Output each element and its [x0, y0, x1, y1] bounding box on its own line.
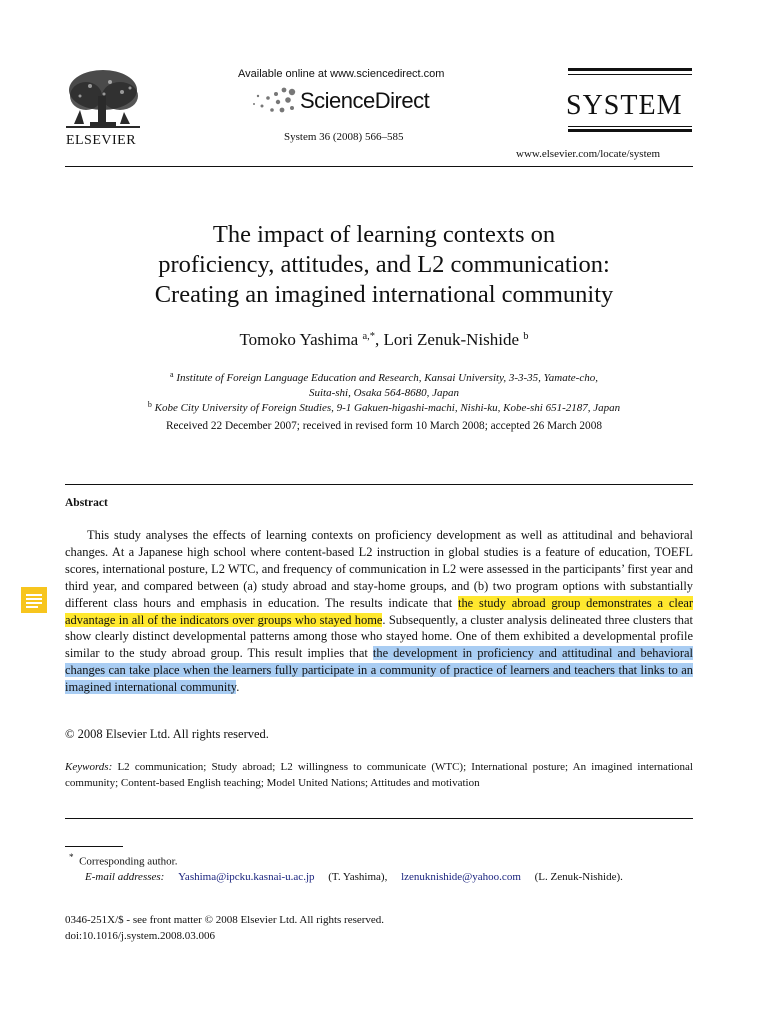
- abstract-top-rule: [65, 484, 693, 485]
- highlight-blue[interactable]: the development in proficiency and attitudinal and behavioral changes can take place when the learners fully participate in a community of practice of learners and teachers that links to an imagined international community: [65, 646, 693, 695]
- received-dates: Received 22 December 2007; received in revised form 10 March 2008; accepted 26 March 2008: [165, 420, 603, 432]
- affiliation-label: b: [147, 400, 152, 409]
- footnote-marker: *: [69, 852, 74, 862]
- footnote-rule: [65, 846, 123, 847]
- issn-line: 0346-251X/$ - see front matter © 2008 Elsevier Ltd. All rights reserved.: [65, 914, 385, 926]
- available-online-text: Available online at www.sciencedirect.com: [238, 68, 445, 80]
- author-name: Lori Zenuk-Nishide: [383, 330, 520, 349]
- abstract-bottom-rule: [65, 818, 693, 819]
- affiliation-a: [64, 367, 704, 401]
- journal-url[interactable]: www.elsevier.com/locate/system: [516, 148, 661, 160]
- keywords-text: L2 communication; Study abroad; L2 willingness to communicate (WTC); International posture; An imagined international community; Content-based English teaching; Model United Nations; Attitudes and motivation: [65, 761, 693, 790]
- journal-rule: [568, 68, 692, 71]
- highlight-yellow[interactable]: the study abroad group demonstrates a clear advantage in all of the indicators over groups who stayed home: [65, 595, 693, 627]
- affiliation-text: Suita-shi, Osaka 564-8680, Japan: [308, 387, 459, 399]
- abstract-text: .: [236, 680, 240, 695]
- abstract-text: This study analyses the effects of learning contexts on proficiency development as well as attitudinal and behavioral changes. At a Japanese high school where content-based L2 instruction in global studies is a feature of education, TOEFL scores, international posture, L2 WTC, and frequency of communication in L2 were assessed in the participants’ first year and third year, and compared between (a) study abroad and stay-home groups, and (b) two program options with substantially different class hours and emphasis in education. The results indicate that: [65, 528, 693, 610]
- abstract-paragraph: [65, 527, 693, 696]
- sciencedirect-dots-icon: [248, 86, 298, 118]
- doi-line[interactable]: doi:10.1016/j.system.2008.03.006: [65, 929, 216, 942]
- abstract-heading: Abstract: [65, 497, 108, 509]
- affiliation-label: a: [170, 370, 174, 379]
- title-line: proficiency, attitudes, and L2 communication:: [158, 251, 610, 278]
- affiliation-b: [64, 397, 704, 416]
- email-owner: (L. Zenuk-Nishide).: [534, 871, 623, 884]
- journal-title: SYSTEM: [566, 90, 683, 121]
- journal-rule: [568, 126, 692, 127]
- author-affiliation-marker: a,*: [362, 331, 376, 342]
- email-link[interactable]: Yashima@ipcku.kasnai-u.ac.jp: [178, 871, 315, 884]
- journal-reference: System 36 (2008) 566–585: [284, 131, 404, 143]
- abstract-copyright: © 2008 Elsevier Ltd. All rights reserved.: [65, 727, 269, 741]
- journal-rule: [568, 74, 692, 75]
- title-line: The impact of learning contexts on: [212, 221, 556, 248]
- publisher-name: ELSEVIER: [65, 133, 137, 148]
- sticky-note-icon[interactable]: [20, 586, 48, 614]
- sciencedirect-wordmark: ScienceDirect: [300, 88, 430, 113]
- affiliation-text: Institute of Foreign Language Education and Research, Kansai University, 3-3-35, Yamate-cho,: [176, 372, 598, 384]
- email-link[interactable]: lzenuknishide@yahoo.com: [401, 871, 521, 884]
- keywords-label: Keywords:: [65, 761, 113, 773]
- abstract-body: [65, 527, 693, 696]
- abstract-text: . Subsequently, a cluster analysis delineated three clusters that show clearly distinct developmental patterns among those who stayed home. One of them exhibited a developmental profile similar to the study abroad group. This result implies that: [65, 612, 694, 661]
- authors: [60, 330, 708, 350]
- corresponding-author: Corresponding author.: [79, 855, 178, 868]
- author-separator: ,: [375, 330, 384, 349]
- keywords: [65, 759, 693, 792]
- front-matter: [65, 913, 384, 944]
- header-divider: [65, 166, 693, 167]
- email-label: E-mail addresses:: [85, 871, 165, 884]
- journal-rule: [568, 129, 692, 132]
- email-owner: (T. Yashima),: [328, 871, 388, 884]
- article-title: [60, 220, 708, 310]
- sciencedirect-logo: [248, 84, 468, 120]
- author-name: Tomoko Yashima: [239, 330, 359, 349]
- author-affiliation-marker: b: [523, 331, 529, 342]
- affiliation-text: Kobe City University of Foreign Studies, 9-1 Gakuen-higashi-machi, Nishi-ku, Kobe-shi 651-2187, Japan: [154, 402, 621, 414]
- title-line: Creating an imagined international community: [154, 281, 614, 308]
- footnote: [65, 850, 693, 885]
